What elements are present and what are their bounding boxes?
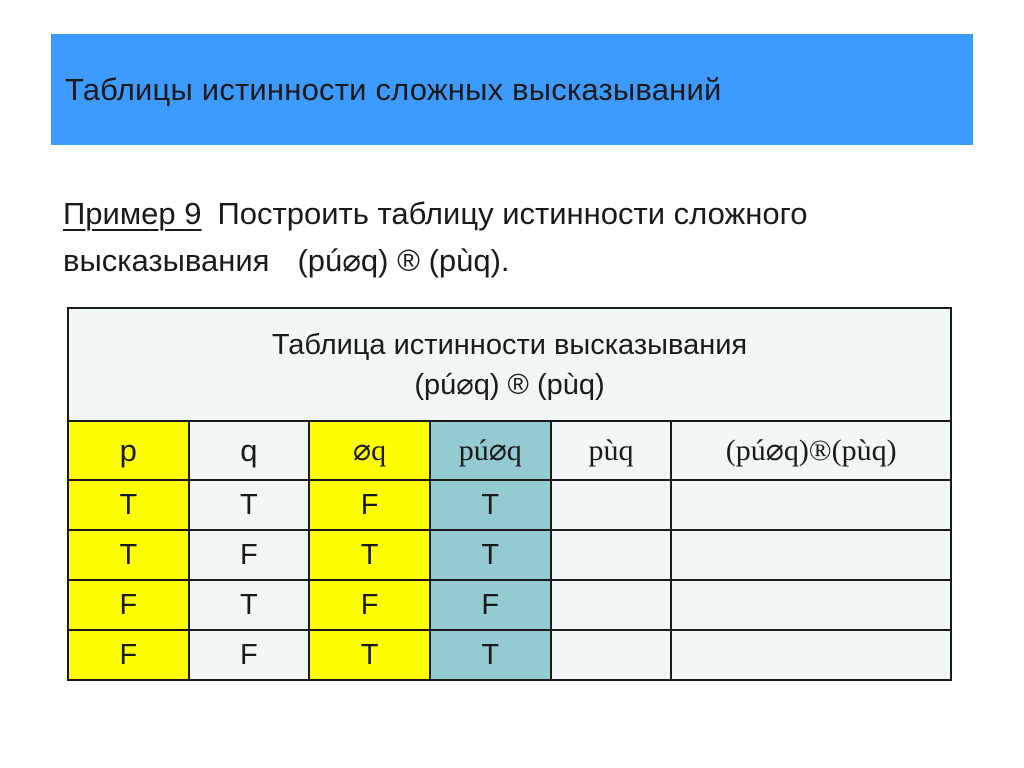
cell-implication [671,530,951,580]
cell-p: T [68,480,189,530]
cell-p: F [68,630,189,680]
cell-p-and-q [551,630,672,680]
cell-q: F [189,630,310,680]
cell-implication [671,580,951,630]
cell-p-or-not-q: T [430,480,551,530]
cell-q: F [189,530,310,580]
table-row [68,630,951,680]
table-row [68,580,951,630]
header-p-and-q: pùq [551,421,672,480]
cell-p-and-q [551,480,672,530]
cell-p-and-q [551,530,672,580]
cell-p-or-not-q: T [430,530,551,580]
table-row [68,480,951,530]
cell-not-q: F [309,580,430,630]
truth-table-caption [68,308,951,421]
example-statement [63,190,963,284]
header-p-or-not-q: pú⌀q [430,421,551,480]
header-p: p [68,421,189,480]
example-line-2 [63,237,963,284]
caption-formula: (pú⌀q) ® (pùq) [414,368,605,401]
cell-q: T [189,580,310,630]
truth-table [67,307,952,681]
header-not-q: ⌀q [309,421,430,480]
title-bar [51,34,973,145]
cell-implication [671,480,951,530]
caption-title: Таблица истинности высказывания [271,328,748,361]
cell-q: T [189,480,310,530]
cell-p-and-q [551,580,672,630]
example-label: Пример 9 [63,196,202,231]
example-formula: (pú⌀q) ® (pùq). [297,243,510,278]
header-implication: (pú⌀q)®(pùq) [671,421,951,480]
header-q: q [189,421,310,480]
example-task-text: Построить таблицу истинности сложного [217,196,808,231]
cell-p-or-not-q: T [430,630,551,680]
cell-p: T [68,530,189,580]
table-row [68,530,951,580]
cell-p-or-not-q: F [430,580,551,630]
cell-not-q: F [309,480,430,530]
page-title: Таблицы истинности сложных высказываний [65,71,722,107]
example-task-word: высказывания [63,243,270,278]
truth-table-caption-row [68,308,951,421]
cell-not-q: T [309,630,430,680]
truth-table-header-row [68,421,951,480]
cell-not-q: T [309,530,430,580]
example-line-1 [63,190,963,237]
cell-p: F [68,580,189,630]
cell-implication [671,630,951,680]
